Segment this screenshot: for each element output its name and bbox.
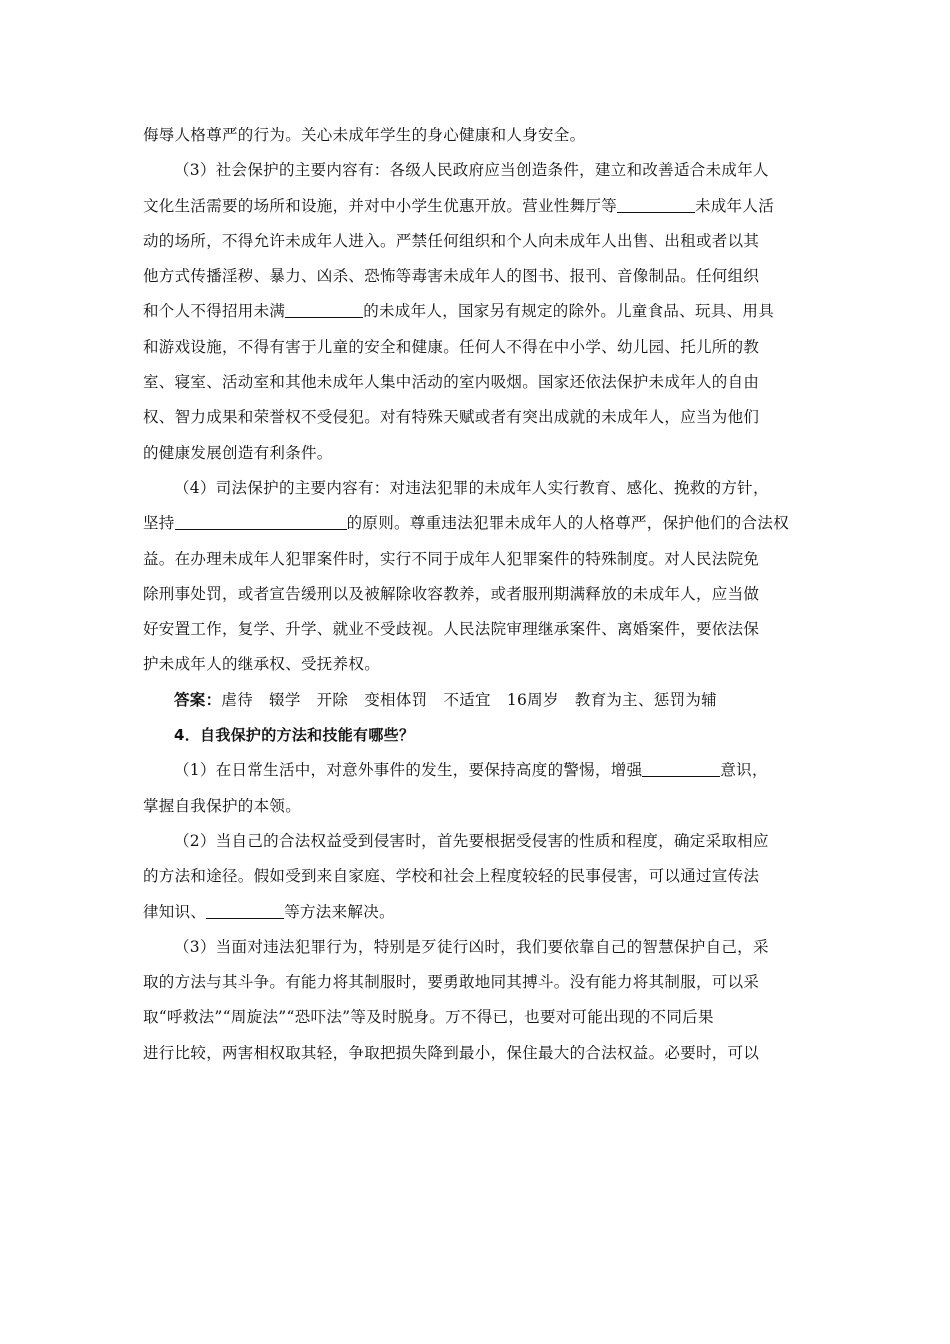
text-span: 律知识、 (143, 902, 207, 921)
paragraph-line (143, 577, 808, 612)
text-span: （1）在日常生活中，对意外事件的发生，要保持高度的警惕，增强 (174, 761, 643, 780)
fill-in-blank[interactable] (617, 194, 695, 213)
paragraph-line (143, 365, 808, 400)
paragraph-rights-infringed (143, 824, 808, 859)
text-span: 意识， (720, 761, 768, 780)
paragraph-line (143, 224, 808, 259)
text-span: 的原则。尊重违法犯罪未成年人的人格尊严，保护他们的合法权 (346, 514, 790, 533)
text-span: 侮辱人格尊严的行为。关心未成年学生的身心健康和人身安全。 (143, 126, 586, 144)
paragraph-line (143, 330, 808, 365)
text-span: （2）当自己的合法权益受到侵害时，首先要根据受侵害的性质和程度，确定采取相应 (174, 831, 769, 850)
fill-in-blank[interactable] (285, 299, 363, 318)
text-span: （3）社会保护的主要内容有：各级人民政府应当创造条件，建立和改善适合未成年人 (174, 161, 769, 180)
text-span: 和个人不得招用未满 (143, 302, 286, 321)
paragraph-line (143, 965, 808, 1000)
fill-in-blank[interactable] (642, 758, 720, 777)
text-span: 除刑事处罚，或者宣告缓刑以及被解除收容教养，或者服刑期满释放的未成年人，应当做 (143, 584, 760, 603)
text-span: 动的场所，不得允许未成年人进入。严禁任何组织和个人向未成年人出售、出租或者以其 (143, 231, 760, 250)
paragraph-line (143, 542, 808, 577)
text-span: 他方式传播淫秽、暴力、凶杀、恐怖等毒害未成年人的图书、报刊、音像制品。任何组织 (143, 267, 760, 286)
question-heading: 4．自我保护的方法和技能有哪些？ (174, 726, 415, 745)
text-span: 取“呼救法”“周旋法”“恐吓法”等及时脱身。万不得已，也要对可能出现的不同后果 (143, 1008, 714, 1027)
text-span: 的方法和途径。假如受到来自家庭、学校和社会上程度较轻的民事侵害，可以通过宣传法 (143, 867, 760, 886)
paragraph-line (143, 189, 808, 224)
paragraph-line (143, 612, 808, 647)
text-span: 的未成年人，国家另有规定的除外。儿童食品、玩具、用具 (363, 302, 775, 321)
fill-in-blank[interactable] (175, 511, 347, 530)
fill-in-blank[interactable] (206, 900, 284, 919)
answer-item: 虐待 (221, 690, 254, 709)
text-span: 掌握自我保护的本领。 (143, 796, 302, 815)
answer-item: 辍学 (269, 690, 301, 709)
answer-item: 16周岁 (506, 690, 559, 709)
paragraph-line (143, 436, 808, 471)
answer-line (143, 683, 808, 718)
paragraph-crime-response (143, 930, 808, 965)
text-span: 等方法来解决。 (284, 902, 395, 921)
paragraph-line (143, 859, 808, 894)
paragraph-line (143, 400, 808, 435)
text-span: （3）当面对违法犯罪行为，特别是歹徒行凶时，我们要依靠自己的智慧保护自己，采 (174, 937, 769, 956)
paragraph-line (143, 647, 808, 682)
answer-item: 教育为主、惩罚为辅 (574, 690, 717, 709)
paragraph-judicial-protection (143, 471, 808, 506)
text-span: 进行比较，两害相权取其轻，争取把损失降到最小，保住最大的合法权益。必要时，可以 (143, 1043, 760, 1062)
paragraph-line (143, 294, 808, 329)
text-span: 室、寝室、活动室和其他未成年人集中活动的室内吸烟。国家还依法保护未成年人的自由 (143, 373, 760, 392)
paragraph-line (143, 259, 808, 294)
paragraph-line (143, 1036, 808, 1071)
paragraph-line (143, 895, 808, 930)
text-span: 坚持 (143, 514, 175, 533)
paragraph-line (143, 506, 808, 541)
text-span: 好安置工作，复学、升学、就业不受歧视。人民法院审理继承案件、离婚案件，要依法保 (143, 620, 760, 639)
paragraph-social-protection (143, 153, 808, 188)
paragraph-daily-life (143, 753, 808, 788)
answer-label: 答案： (174, 690, 222, 709)
text-span: 权、智力成果和荣誉权不受侵犯。对有特殊天赋或者有突出成就的未成年人，应当为他们 (143, 408, 760, 427)
document-body (143, 118, 808, 1071)
text-span: 文化生活需要的场所和设施，并对中小学生优惠开放。营业性舞厅等 (143, 196, 618, 215)
paragraph-line (143, 1000, 808, 1035)
answer-item: 开除 (316, 690, 349, 709)
paragraph-line (143, 789, 808, 824)
text-span: 的健康发展创造有利条件。 (143, 443, 333, 462)
paragraph-line (143, 118, 808, 153)
text-span: 未成年人活 (695, 196, 775, 215)
text-span: （4）司法保护的主要内容有：对违法犯罪的未成年人实行教育、感化、挽救的方针， (174, 478, 769, 497)
answer-item: 变相体罚 (364, 690, 428, 709)
text-span: 益。在办理未成年人犯罪案件时，实行不同于成年人犯罪案件的特殊制度。对人民法院免 (143, 549, 760, 568)
text-span: 和游戏设施，不得有害于儿童的安全和健康。任何人不得在中小学、幼儿园、托儿所的教 (143, 337, 760, 356)
text-span: 取的方法与其斗争。有能力将其制服时，要勇敢地同其搏斗。没有能力将其制服，可以采 (143, 973, 760, 992)
answer-item: 不适宜 (443, 690, 491, 709)
text-span: 护未成年人的继承权、受抚养权。 (143, 655, 381, 674)
